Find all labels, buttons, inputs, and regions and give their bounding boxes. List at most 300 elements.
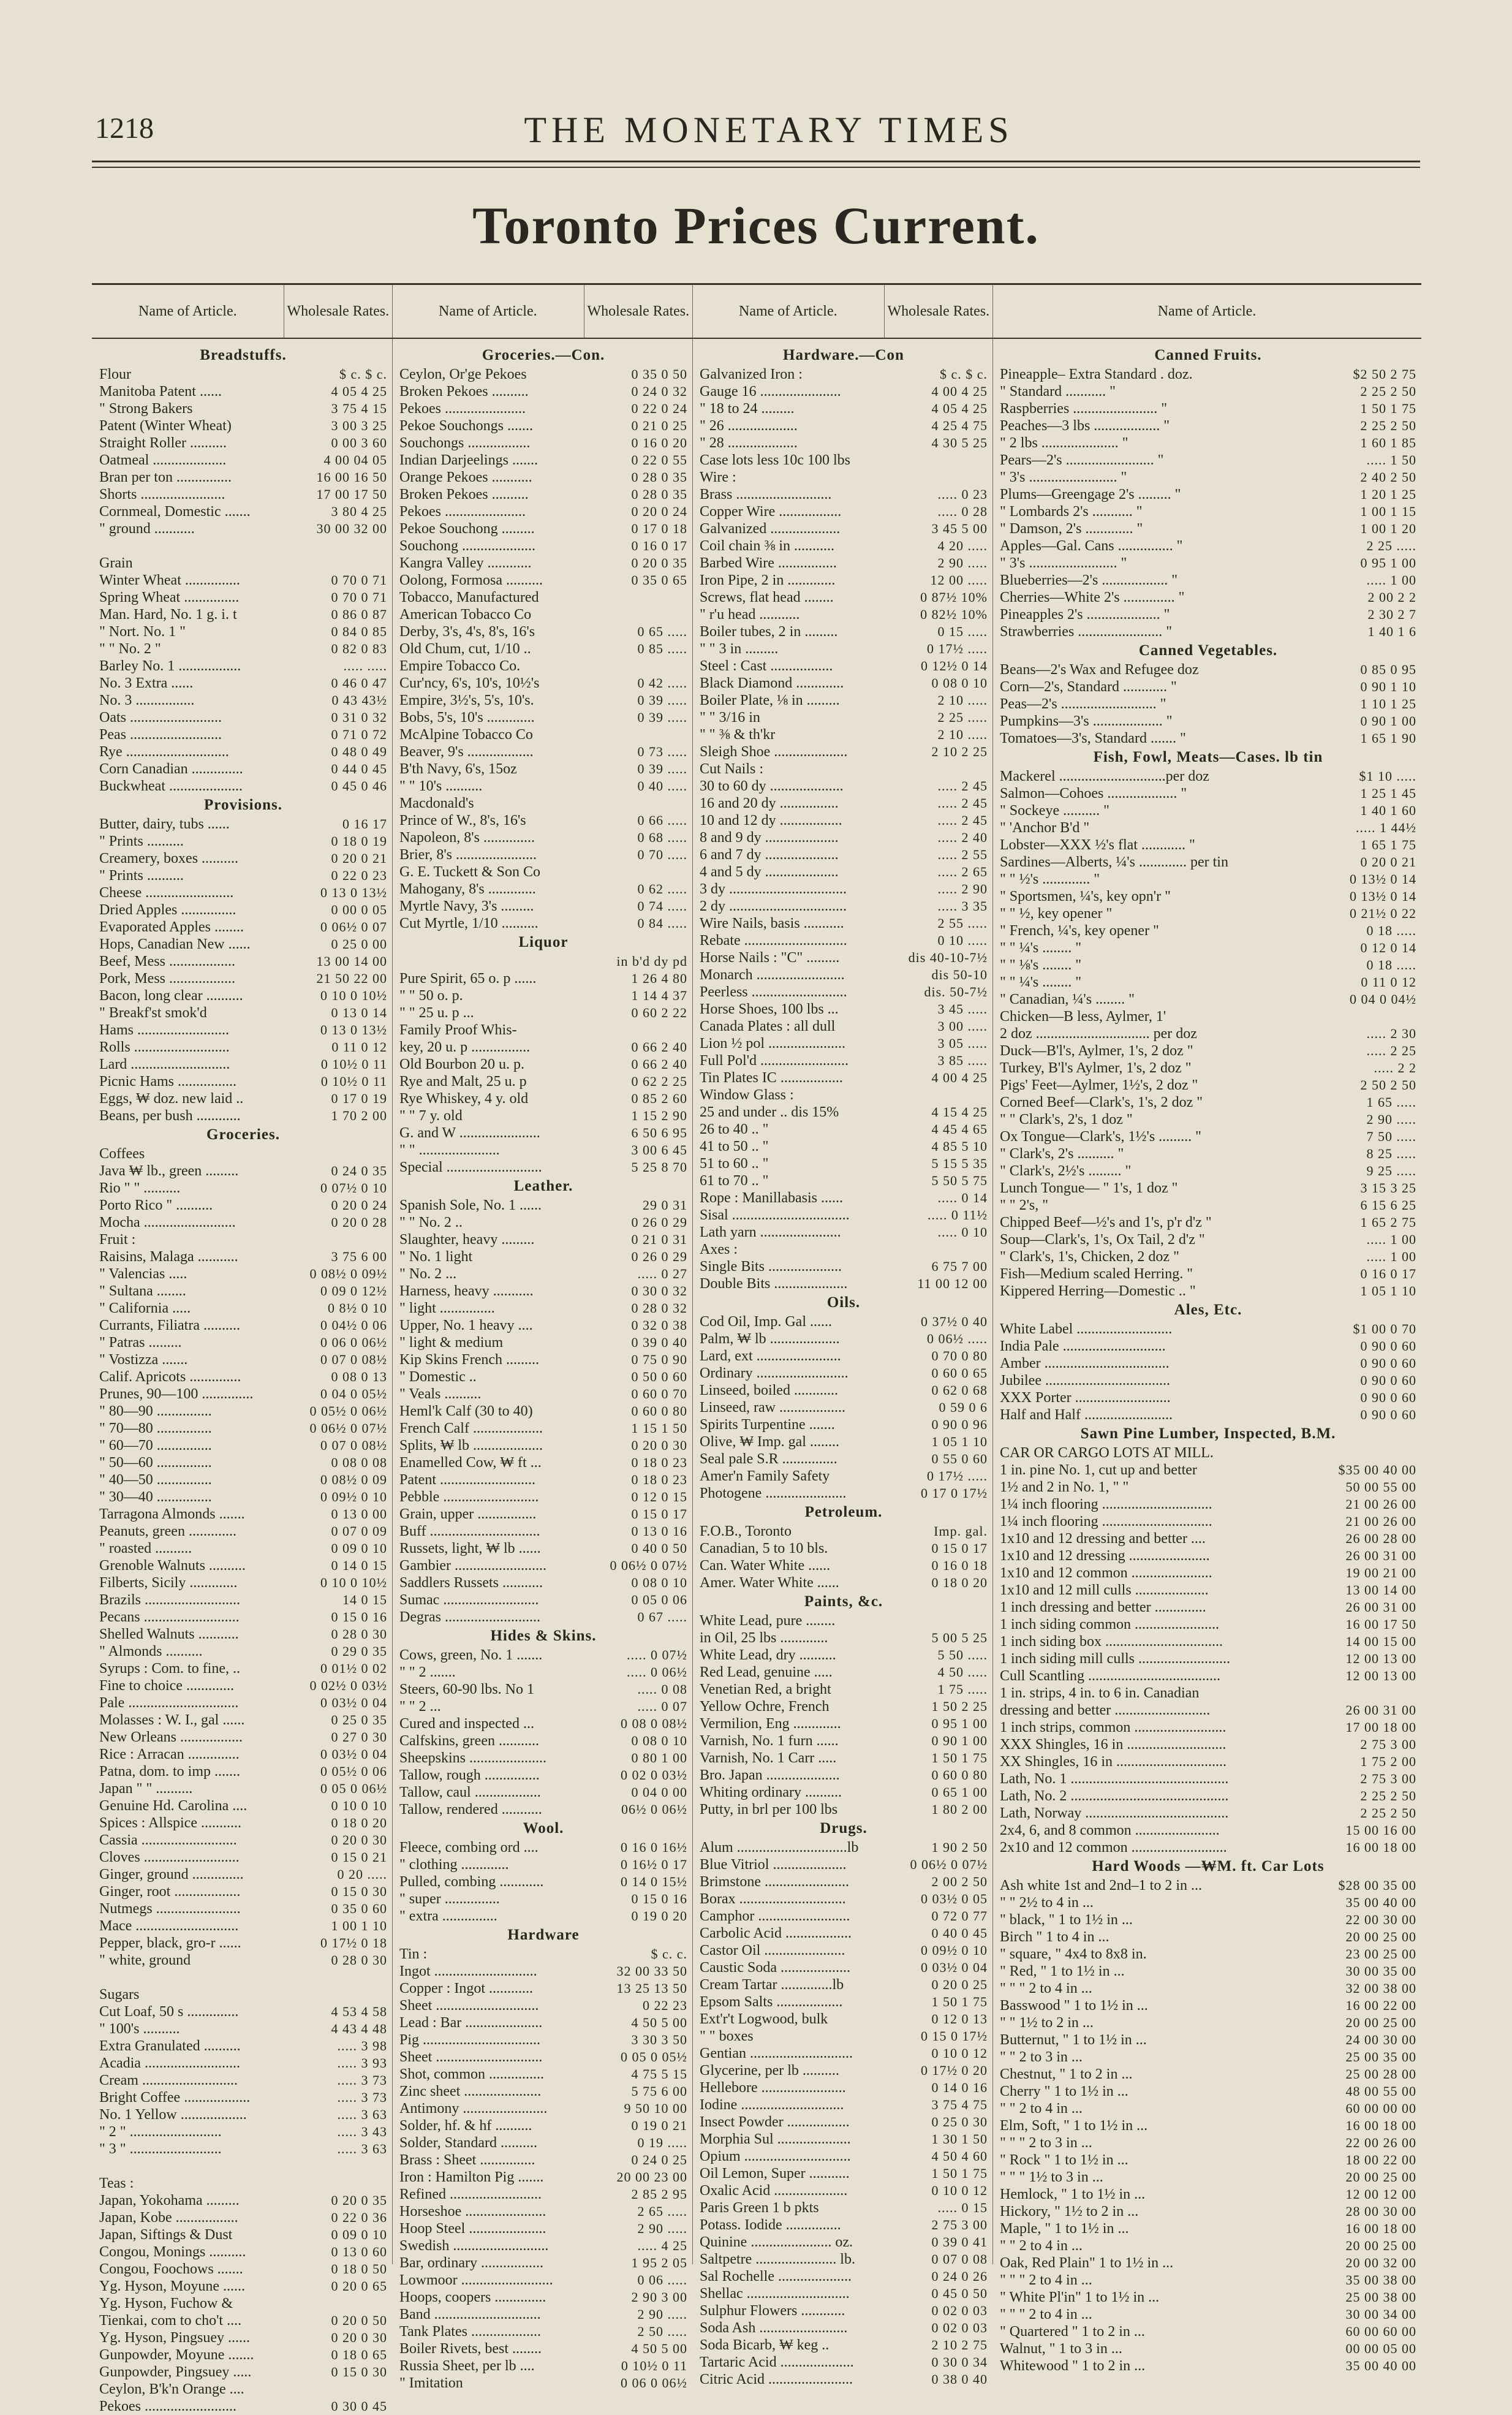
price-row [1000,1963,1416,1980]
price-row [700,675,988,692]
wholesale-rate: ..... 3 63 [337,2107,387,2122]
article-name: Cornmeal, Domestic ....... [99,504,251,520]
wholesale-rate: 0 16 0 16½ [621,1840,687,1855]
wholesale-rate: 1 00 1 20 [1360,521,1416,536]
article-name: Sal Rochelle .................... [700,2269,852,2284]
price-row [700,1715,988,1732]
price-row [700,1890,988,1908]
price-row [1000,1513,1416,1530]
wholesale-rate: 0 55 0 60 [931,1451,988,1466]
price-row [700,1382,988,1399]
header-name: Name of Article. [739,303,837,319]
article-name: Canadian, 5 to 10 bls. [700,1541,828,1556]
article-name: Prunes, 90—100 .............. [99,1386,254,1402]
article-name: Winter Wheat ............... [99,572,240,588]
article-name: Whiting ordinary .......... [700,1784,842,1800]
price-row [99,2295,387,2312]
wholesale-rate: 0 48 0 49 [331,744,387,759]
price-row [1000,469,1416,486]
header-rule-top [92,161,1420,162]
price-row [700,1698,988,1715]
wholesale-rate: 0 80 1 00 [631,1750,687,1765]
price-row [1000,785,1416,802]
wholesale-rate: 15 00 16 00 [1345,1822,1416,1838]
price-row [1000,1162,1416,1180]
price-row [1000,537,1416,555]
wholesale-rate: 0 08 0 10 [931,675,988,691]
wholesale-rate: 2 50 2 50 [1360,1077,1416,1093]
wholesale-rate: 0 85 0 95 [1360,662,1416,677]
article-name: 1x10 and 12 dressing and better .... [1000,1531,1206,1547]
article-name: Cloves .......................... [99,1849,240,1865]
article-name: Palm, ₩ lb ................... [700,1331,840,1347]
price-row [399,1437,687,1454]
wholesale-rate: 0 22 0 23 [331,868,387,883]
price-row [1000,1928,1416,1946]
wholesale-rate: ..... ..... [343,658,387,673]
price-row [700,692,988,709]
wholesale-rate: 0 65 ..... [637,624,687,639]
article-name: Boiler Rivets, best ........ [399,2341,542,2357]
price-row [99,503,387,520]
article-name: Prince of W., 8's, 16's [399,813,526,828]
wholesale-rate: 5 15 5 35 [931,1156,988,1171]
wholesale-rate: 30 00 34 00 [1345,2307,1416,2322]
article-name: Whitewood " 1 to 2 in ... [1000,2358,1146,2374]
price-row [399,503,687,520]
wholesale-rate: 6 15 6 25 [1360,1197,1416,1213]
article-name: Lion ½ pol ..................... [700,1036,845,1052]
price-row [99,1197,387,1214]
price-row [399,1506,687,1523]
wholesale-rate: 25 00 35 00 [1345,2049,1416,2064]
article-name: " light & medium [399,1335,504,1351]
wholesale-rate: 5 50 ..... [937,1647,988,1662]
price-row [99,1107,387,1124]
price-row [399,1300,687,1317]
article-name: Photogene ...................... [700,1485,847,1501]
article-name: " " ⅜ & th'kr [700,727,776,743]
section-heading: Groceries.—Con. [482,347,605,363]
price-row [399,846,687,863]
wholesale-rate: 0 18 0 23 [631,1472,687,1487]
price-row [99,2038,387,2055]
article-name: Buckwheat .................... [99,778,243,794]
article-name: Vermilion, Eng ............. [700,1716,841,1732]
wholesale-rate: 1 60 1 85 [1360,435,1416,450]
article-name: Congou, Monings .......... [99,2244,246,2260]
wholesale-rate: 0 20 0 30 [631,1438,687,1453]
article-name: Patent .......................... [399,1472,535,1488]
article-name: Barbed Wire ................ [700,555,837,571]
price-row [1000,1008,1416,1025]
article-name: Gambier ......................... [399,1558,546,1574]
price-row [99,2123,387,2140]
article-name: Rice : Arracan .............. [99,1746,240,1762]
price-row [1000,623,1416,640]
article-name: Extra Granulated .......... [99,2038,241,2054]
price-row [399,1698,687,1715]
article-name: Syrups : Com. to fine, .. [99,1661,241,1677]
price-row [99,2055,387,2072]
wholesale-rate: ..... 3 98 [337,2038,387,2053]
price-row [399,1591,687,1609]
article-name: Glycerine, per lb .......... [700,2063,839,2079]
price-row [700,1035,988,1052]
price-row [1000,2272,1416,2289]
price-row [700,1416,988,1433]
wholesale-rate: 2 40 2 50 [1360,469,1416,485]
article-name: " Almonds .......... [99,1643,203,1659]
price-row [1000,854,1416,871]
price-row [700,1485,988,1502]
price-row [1000,452,1416,469]
wholesale-rate: 0 09½ 0 10 [921,1943,988,1958]
article-name: 25 and under .. dis 15% [700,1104,839,1120]
wholesale-rate: $ c. $ c. [339,366,387,382]
article-name: " Strong Bakers [99,401,193,417]
price-row [99,469,387,486]
article-name: Beef, Mess .................. [99,953,235,969]
price-row [399,2237,687,2254]
wholesale-rate: 0 03½ 0 04 [921,1960,988,1975]
wholesale-rate: 0 16 0 17 [631,538,687,553]
price-row [1000,1719,1416,1736]
article-name: key, 20 u. p ................ [399,1039,531,1055]
article-name: New Orleans ................. [99,1729,243,1745]
wholesale-rate: 0 19 ..... [637,2135,687,2150]
article-name: Wire : [700,469,736,485]
wholesale-rate: 2 10 ..... [937,727,988,742]
article-name: Ash white 1st and 2nd–1 to 2 in ... [1000,1878,1202,1894]
price-row [1000,819,1416,836]
price-row [700,1468,988,1485]
price-row [99,1300,387,1317]
price-row [700,555,988,572]
wholesale-rate: 0 82½ 10% [920,607,988,622]
wholesale-rate: 0 18 0 65 [331,2347,387,2362]
price-row [399,1056,687,1073]
article-name: Band ............................. [399,2307,541,2322]
article-name: Grain, upper ................ [399,1506,537,1522]
article-name: Epsom Salts .................. [700,1994,843,2010]
price-row [399,1963,687,1980]
column-3 [692,285,993,2387]
article-name: Strawberries ....................... " [1000,624,1173,640]
wholesale-rate: ..... 0 27 [637,1266,687,1281]
price-row [399,1767,687,1784]
price-row [1000,1736,1416,1753]
article-name: " " 2 ... [399,1699,441,1715]
article-name: Solder, hf. & hf .......... [399,2118,532,2134]
article-name: Sheet ............................. [399,2049,543,2065]
price-row [99,2346,387,2364]
article-name: Mocha ......................... [99,1215,236,1230]
wholesale-rate: dis 50-10 [931,967,988,982]
article-name: " 3's ........................ " [1000,555,1127,571]
wholesale-rate: 0 25 0 30 [931,2114,988,2129]
article-name: 1 inch siding mill culls ......................... [1000,1651,1230,1667]
price-row [399,2083,687,2100]
article-name: Tartaric Acid .................... [700,2354,854,2370]
section-heading: Hides & Skins. [490,1628,597,1644]
price-row [1000,730,1416,747]
price-row [700,1018,988,1035]
article-name: French Calf ................... [399,1420,543,1436]
article-name: Basswood " 1 to 1½ in ... [1000,1998,1148,2014]
article-name: Kip Skins French ......... [399,1352,539,1368]
wholesale-rate: 2 55 ..... [937,916,988,931]
price-row [700,1433,988,1450]
price-row [700,778,988,795]
price-row [700,1258,988,1275]
price-row [1000,1633,1416,1650]
wholesale-rate: ..... 3 73 [337,2090,387,2105]
wholesale-rate: 0 70 0 80 [931,1348,988,1363]
price-row [399,1750,687,1767]
price-row [99,1506,387,1523]
article-name: Tallow, rough ............... [399,1767,540,1783]
wholesale-rate: 0 67 ..... [637,1609,687,1625]
article-name: " 26 ................... [700,418,798,434]
wholesale-rate: 16 00 18 00 [1345,2118,1416,2133]
price-row [99,1712,387,1729]
price-row [399,2134,687,2152]
wholesale-rate: dis. 50-7½ [924,984,988,999]
wholesale-rate: 1 75 ..... [937,1681,988,1697]
wholesale-rate: 13 25 13 50 [616,1981,687,1996]
price-row [700,417,988,434]
column-entries [692,339,992,2388]
price-row [99,400,387,417]
wholesale-rate: 0 20 0 28 [331,1215,387,1230]
wholesale-rate: ..... 1 00 [1366,1232,1416,1247]
article-name: " Breakf'st smok'd [99,1005,207,1021]
wholesale-rate: 50 00 55 00 [1345,1479,1416,1495]
wholesale-rate: 0 17½ 0 18 [320,1935,387,1951]
wholesale-rate: 0 08 0 08 [331,1455,387,1470]
price-row [399,970,687,987]
price-row [1000,1685,1416,1702]
wholesale-rate: 0 39 0 40 [631,1335,687,1350]
wholesale-rate: 0 60 0 80 [631,1403,687,1419]
wholesale-rate: 0 82 0 83 [331,641,387,656]
wholesale-rate: $1 00 0 70 [1353,1321,1416,1336]
price-row [99,1437,387,1454]
price-row [1000,2049,1416,2066]
wholesale-rate: ..... 2 90 [937,881,988,897]
article-name: Lead : Bar ..................... [399,2015,543,2031]
price-row [700,1784,988,1801]
price-row [1000,503,1416,520]
article-name: Pig ................................ [399,2032,541,2048]
price-row [700,812,988,829]
wholesale-rate: 16 00 22 00 [1345,1998,1416,2013]
article-name: " " 3/16 in [700,710,760,726]
price-row [99,2329,387,2346]
price-row [700,2199,988,2216]
column-2 [392,285,693,2391]
price-row [399,1856,687,1873]
article-name: Copper Wire ................. [700,504,842,520]
article-name: Pekoe Souchong ......... [399,521,535,537]
article-name: " clothing ............. [399,1857,509,1873]
wholesale-rate: 2 30 2 7 [1367,607,1416,622]
price-row [99,901,387,919]
header-name: Name of Article. [439,303,537,319]
price-row [99,572,387,589]
price-row [1000,1770,1416,1788]
article-name: " " No. 2 " [99,641,161,657]
wholesale-rate: 0 20 0 21 [1360,854,1416,870]
price-row [1000,572,1416,589]
article-name: " " Clark's, 2's, 1 doz " [1000,1112,1133,1128]
price-row [399,1839,687,1856]
price-row [399,829,687,846]
wholesale-rate: 0 20 0 30 [331,2330,387,2345]
article-name: Cows, green, No. 1 ....... [399,1647,543,1663]
price-row [700,1121,988,1138]
price-row [1000,1145,1416,1162]
price-row [399,795,687,812]
article-name: 8 and 9 dy .................... [700,830,839,846]
article-name: Nutmegs ....................... [99,1901,241,1917]
wholesale-rate: 0 62 0 68 [931,1382,988,1398]
price-row [399,1908,687,1925]
price-row [700,486,988,503]
wholesale-rate: 1 65 1 75 [1360,837,1416,852]
article-name: " " " 2 to 4 in ... [1000,2307,1092,2322]
price-row [399,2375,687,2392]
wholesale-rate: 0 18 ..... [1366,957,1416,972]
article-name: Straight Roller .......... [99,435,227,451]
price-row [399,417,687,434]
wholesale-rate: 12 00 13 00 [1345,1651,1416,1666]
wholesale-rate: ..... 3 43 [337,2124,387,2139]
article-name: Pears—2's ........................ " [1000,452,1164,468]
price-row [700,1925,988,1942]
price-row [700,1993,988,2011]
article-name: Case lots less 10c 100 lbs [700,452,850,468]
article-name: Linseed, boiled ............ [700,1382,838,1398]
price-row [1000,905,1416,922]
article-name: Ingot ............................ [399,1963,537,1979]
wholesale-rate: 0 66 2 40 [631,1056,687,1072]
article-name: Brier, 8's ...................... [399,847,537,863]
wholesale-rate: 0 10 ..... [937,933,988,948]
article-name: Steers, 60-90 lbs. No 1 [399,1681,534,1697]
wholesale-rate: 0 62 2 25 [631,1074,687,1089]
wholesale-rate: 20 00 25 00 [1345,2015,1416,2030]
article-name: White Label .......................... [1000,1321,1173,1337]
wholesale-rate: 0 05½ 0 06 [320,1764,387,1779]
wholesale-rate: 0 03½ 0 04 [320,1746,387,1762]
wholesale-rate: 1 80 2 00 [931,1802,988,1817]
price-row [700,2028,988,2045]
price-row [700,966,988,984]
wholesale-rate: 16 00 18 00 [1345,2221,1416,2236]
article-name: Ox Tongue—Clark's, 1½'s ......... " [1000,1129,1201,1145]
wholesale-rate: 0 21½ 0 22 [1350,906,1416,921]
article-name: Quinine ...................... oz. [700,2234,853,2250]
wholesale-rate: 32 00 33 50 [616,1963,687,1979]
wholesale-rate: 0 72 0 77 [931,1908,988,1924]
price-row [399,1022,687,1039]
article-name: Oxalic Acid .................... [700,2183,848,2199]
article-name: Ordinary ......................... [700,1365,849,1381]
price-row [700,1104,988,1121]
wholesale-rate: 3 85 ..... [937,1053,988,1068]
price-row [99,1729,387,1746]
price-row [1000,768,1416,785]
section-heading: Wool. [523,1820,564,1837]
article-name: Pekoes ...................... [399,401,526,417]
article-name: Spanish Sole, No. 1 ...... [399,1197,542,1213]
article-name: " " 2 to 3 in ... [1000,2049,1083,2065]
price-row [99,1557,387,1574]
wholesale-rate: 0 12 0 13 [931,2011,988,2026]
article-name: " Clark's, 2's .......... " [1000,1146,1124,1162]
wholesale-rate: 0 03½ 0 04 [320,1695,387,1710]
article-name: " 70—80 ............... [99,1420,212,1436]
article-name: Corn Canadian .............. [99,761,243,777]
price-row [99,2381,387,2398]
wholesale-rate: 0 10½ 0 11 [621,2358,687,2373]
section-heading: Hardware.—Con [783,347,904,363]
header-name: Name of Article. [138,303,237,319]
wholesale-rate: 0 25 0 00 [331,936,387,952]
wholesale-rate: 0 50 0 60 [631,1369,687,1384]
article-name: F.O.B., Toronto [700,1523,792,1539]
article-name: Bro. Japan .................... [700,1767,840,1783]
price-row [700,846,988,863]
price-row [399,2014,687,2031]
article-name: CAR OR CARGO LOTS AT MILL. [1000,1445,1214,1461]
price-row [99,1420,387,1437]
wholesale-rate: 0 06½ 0 07 [320,919,387,935]
article-name: Old Bourbon 20 u. p. [399,1056,524,1072]
price-row [700,949,988,966]
wholesale-rate: 0 43 43½ [331,692,387,708]
wholesale-rate: 4 50 5 00 [631,2015,687,2030]
article-name: " 2 lbs ..................... " [1000,435,1128,451]
price-row [1000,1582,1416,1599]
wholesale-rate: 4 05 4 25 [331,384,387,399]
price-row [700,726,988,743]
price-row [399,1557,687,1574]
article-name: Sulphur Flowers ............ [700,2303,845,2319]
wholesale-rate: 0 66 2 40 [631,1039,687,1055]
article-name: 1x10 and 12 dressing ...................... [1000,1548,1210,1564]
wholesale-rate: 2 25 2 50 [1360,1788,1416,1803]
wholesale-rate: 0 04½ 0 06 [320,1317,387,1333]
wholesale-rate: 0 02 0 03 [931,2303,988,2318]
wholesale-rate: 0 42 ..... [637,675,687,691]
article-name: Lard, ext ....................... [700,1348,841,1364]
article-name: Lath, No. 2 ........................................... [1000,1788,1229,1804]
price-row [99,1231,387,1248]
price-row [1000,2340,1416,2357]
wholesale-rate: 0 10 0 10½ [320,1575,387,1590]
wholesale-rate: 0 07 0 08½ [320,1352,387,1367]
article-name: Japan " " .......... [99,1781,193,1797]
price-row [1000,922,1416,939]
price-row [99,1386,387,1403]
price-row [99,1986,387,2003]
price-row [99,1694,387,1712]
price-row [399,1214,687,1231]
price-row [399,572,687,589]
